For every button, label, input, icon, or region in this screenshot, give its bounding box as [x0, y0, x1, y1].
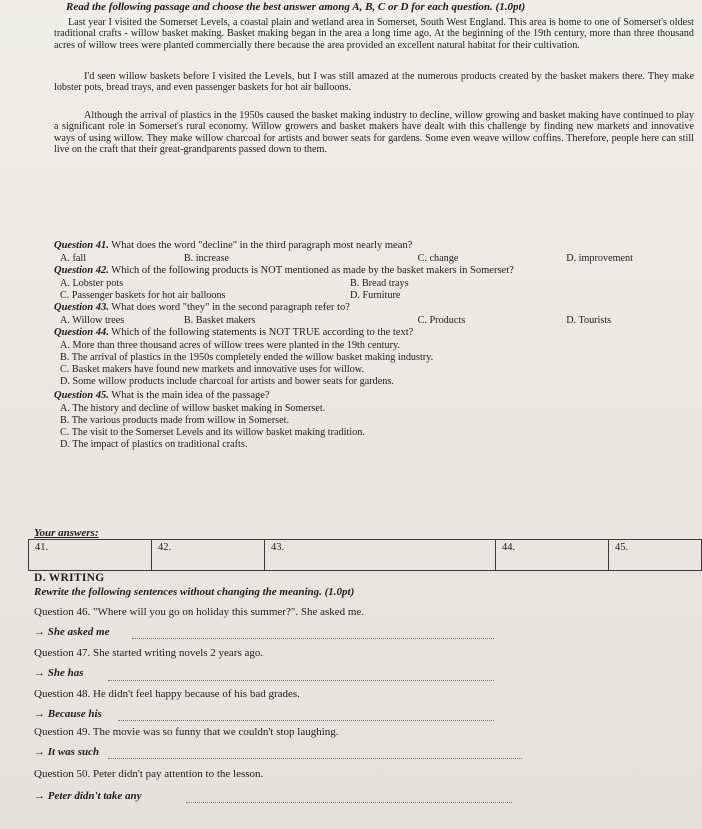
- question-41-number: Question 41.: [54, 240, 109, 251]
- answer-50-line[interactable]: [186, 802, 512, 803]
- question-44: [54, 327, 694, 339]
- q41-option-d[interactable]: D. improvement: [566, 253, 633, 264]
- question-45-options: [60, 403, 690, 451]
- question-46: Question 46. "Where will you go on holiday this summer?". She asked me.: [34, 606, 365, 618]
- question-43: [54, 302, 694, 314]
- q42-option-d[interactable]: D. Furniture: [350, 290, 401, 301]
- q41-option-b[interactable]: B. increase: [183, 253, 230, 264]
- q44-option-d[interactable]: D. Some willow products include charcoal for artists and bower seats for gardens.: [60, 376, 394, 387]
- question-48: Question 48. He didn't feel happy because of his bad grades.: [34, 688, 300, 700]
- answer-48-line[interactable]: [118, 720, 494, 721]
- question-42-options: [60, 278, 690, 302]
- answer-cell-42[interactable]: 42.: [152, 540, 265, 571]
- answer-48-prompt: → Because his: [34, 708, 102, 720]
- question-41-options: [60, 253, 690, 265]
- q44-option-b[interactable]: B. The arrival of plastics in the 1950s completely ended the willow basket making industry.: [60, 352, 434, 363]
- question-50: Question 50. Peter didn't pay attention to the lesson.: [34, 768, 264, 780]
- question-44-number: Question 44.: [54, 327, 109, 338]
- q45-option-a[interactable]: A. The history and decline of willow basket making in Somerset.: [60, 403, 326, 414]
- q45-option-c[interactable]: C. The visit to the Somerset Levels and its willow basket making tradition.: [60, 427, 365, 438]
- answer-cell-41[interactable]: 41.: [29, 540, 152, 571]
- passage-paragraph-2: I'd seen willow baskets before I visited the Levels, but I was still amazed at the numerous products created by the basket makers there. They make lobster pots, bread trays, and even passenger baskets for hot air balloons.: [54, 71, 694, 94]
- answer-49-prompt: → It was such: [34, 746, 100, 758]
- q42-option-c[interactable]: C. Passenger baskets for hot air balloons: [60, 290, 226, 301]
- question-43-text: What does word "they" in the second paragraph refer to?: [108, 302, 350, 313]
- question-42-text: Which of the following products is NOT mentioned as made by the basket makers in Somerset?: [108, 265, 514, 276]
- question-43-number: Question 43.: [54, 302, 109, 313]
- question-41-text: What does the word "decline" in the third paragraph most nearly mean?: [108, 240, 413, 251]
- answer-cell-45[interactable]: 45.: [609, 540, 702, 571]
- answer-cell-44[interactable]: 44.: [496, 540, 609, 571]
- answer-47-prompt: → She has: [34, 667, 84, 679]
- q44-option-c[interactable]: C. Basket makers have found new markets and innovative uses for willow.: [60, 364, 365, 375]
- question-49: Question 49. The movie was so funny that we couldn't stop laughing.: [34, 726, 339, 738]
- answer-box-label: Your answers:: [34, 527, 99, 539]
- question-47: Question 47. She started writing novels 2 years ago.: [34, 647, 264, 659]
- answer-table: [28, 539, 702, 571]
- writing-instruction: Rewrite the following sentences without changing the meaning. (1.0pt): [34, 586, 355, 598]
- passage-paragraph-3: Although the arrival of plastics in the 1950s caused the basket making industry to decline, willow growing and basket making have continued to play a significant role in Somerset's rural economy. Willow growers and basket makers have dealt with this challenge by finding new markets and innovative ways of using willow. They make willow charcoal for artists and bower seats for gardens. Some even weave willow coffins. Therefore, people here can still live on the craft that their great-grandparents passed down to them.: [54, 110, 694, 155]
- question-44-text: Which of the following statements is NOT TRUE according to the text?: [108, 327, 414, 338]
- passage-paragraph-1: Last year I visited the Somerset Levels, a coastal plain and wetland area in Somerset, South West England. This area is home to one of Somerset's oldest traditional crafts - willow basket making. Basket making began in the area a long time ago. At the beginning of the 19th century, more than three thousand acres of willow trees were planted commercially there because the area provided an excellent natural habitat for their cultivation.: [54, 17, 694, 51]
- question-42: [54, 265, 694, 277]
- q45-option-b[interactable]: B. The various products made from willow in Somerset.: [60, 415, 289, 426]
- q42-option-a[interactable]: A. Lobster pots: [60, 278, 124, 289]
- answer-46-prompt: → She asked me: [34, 626, 110, 638]
- question-45-number: Question 45.: [54, 390, 109, 401]
- answer-cell-43[interactable]: 43.: [265, 540, 496, 571]
- reading-instruction: Read the following passage and choose the best answer among A, B, C or D for each question. (1.0pt): [66, 1, 526, 13]
- question-45-text: What is the main idea of the passage?: [108, 390, 270, 401]
- question-41: [54, 240, 694, 252]
- q44-option-a[interactable]: A. More than three thousand acres of willow trees were planted in the 19th century.: [60, 340, 400, 351]
- q42-option-b[interactable]: B. Bread trays: [350, 278, 409, 289]
- question-44-options: [60, 340, 690, 388]
- answer-46-line[interactable]: [132, 638, 494, 639]
- q43-option-b[interactable]: B. Basket makers: [183, 315, 256, 326]
- question-42-number: Question 42.: [54, 265, 109, 276]
- answer-50-prompt: → Peter didn't take any: [34, 790, 142, 802]
- answer-49-line[interactable]: [108, 758, 522, 759]
- question-43-options: [60, 315, 690, 327]
- answer-box: [28, 527, 702, 568]
- q45-option-d[interactable]: D. The impact of plastics on traditional crafts.: [60, 439, 248, 450]
- q43-option-d[interactable]: D. Tourists: [566, 315, 612, 326]
- q43-option-a[interactable]: A. Willow trees: [60, 315, 125, 326]
- q41-option-c[interactable]: C. change: [417, 253, 459, 264]
- question-45: [54, 390, 694, 402]
- answer-47-line[interactable]: [108, 680, 494, 681]
- q41-option-a[interactable]: A. fall: [60, 253, 87, 264]
- writing-section-title: D. WRITING: [34, 572, 105, 584]
- q43-option-c[interactable]: C. Products: [417, 315, 466, 326]
